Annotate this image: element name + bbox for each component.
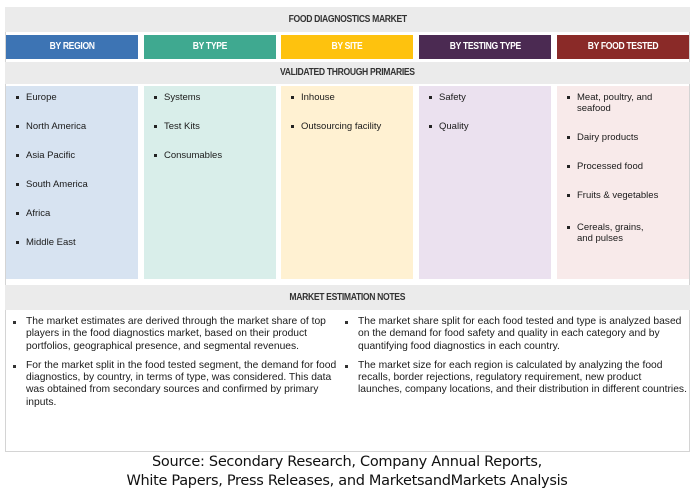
list-item: Consumables: [154, 150, 276, 161]
list-item: Safety: [429, 92, 551, 103]
list-item: Africa: [16, 208, 138, 219]
header-by-food-tested: [557, 35, 689, 59]
list-item: Cereals, grains, and pulses: [567, 222, 659, 244]
note-item: The market size for each region is calculated by analyzing the food recalls, border rejections, regulatory requirement, new product launches, company locations, and their distribution in different countries.: [342, 360, 687, 397]
header-by-testing-type: [419, 35, 551, 59]
validated-label: VALIDATED THROUGH PRIMARIES: [280, 67, 415, 78]
header-label: BY TESTING TYPE: [449, 41, 521, 52]
food-tested-column: [557, 86, 689, 279]
note-item: The market share split for each food tested and type is analyzed based on the demand for food safety and quality in each category and by quantifying food diagnostics in each country.: [342, 316, 687, 353]
list-item: Processed food: [567, 161, 659, 172]
list-item: Middle East: [16, 237, 138, 248]
region-column: [6, 86, 138, 279]
source-caption: [0, 453, 694, 491]
list-item: Europe: [16, 92, 138, 103]
notes-label: MARKET ESTIMATION NOTES: [289, 292, 406, 303]
list-item: South America: [16, 179, 138, 190]
list-item: Meat, poultry, and seafood: [567, 92, 659, 114]
validated-band: [5, 62, 690, 84]
header-label: BY REGION: [49, 41, 95, 52]
source-line-2: White Papers, Press Releases, and MarketsandMarkets Analysis: [126, 473, 568, 489]
notes-right: [342, 316, 687, 404]
header-by-type: [144, 35, 276, 59]
notes-left: [10, 316, 345, 416]
list-item: Outsourcing facility: [291, 121, 413, 132]
source-line-1: Source: Secondary Research, Company Annual Reports,: [152, 454, 542, 470]
testing-type-column: [419, 86, 551, 279]
site-column: [281, 86, 413, 279]
header-label: BY TYPE: [192, 41, 228, 52]
note-item: For the market split in the food tested segment, the demand for food diagnostics, by country, in terms of type, was considered. This data was obtained from secondary sources and confirmed by primary inputs.: [10, 360, 345, 409]
header-by-site: [281, 35, 413, 59]
list-item: Asia Pacific: [16, 150, 138, 161]
diagram-title: [5, 7, 690, 32]
title-text: FOOD DIAGNOSTICS MARKET: [288, 14, 407, 25]
list-item: Inhouse: [291, 92, 413, 103]
note-item: The market estimates are derived through the market share of top players in the food diagnostics market, based on their product portfolios, geographical presence, and segmental revenues.: [10, 316, 345, 353]
header-by-region: [6, 35, 138, 59]
list-item: Systems: [154, 92, 276, 103]
list-item: Fruits & vegetables: [567, 190, 659, 201]
header-label: BY FOOD TESTED: [587, 41, 659, 52]
notes-band: [5, 285, 690, 310]
type-column: [144, 86, 276, 279]
list-item: North America: [16, 121, 138, 132]
list-item: Test Kits: [154, 121, 276, 132]
list-item: Dairy products: [567, 132, 659, 143]
list-item: Quality: [429, 121, 551, 132]
header-label: BY SITE: [331, 41, 363, 52]
